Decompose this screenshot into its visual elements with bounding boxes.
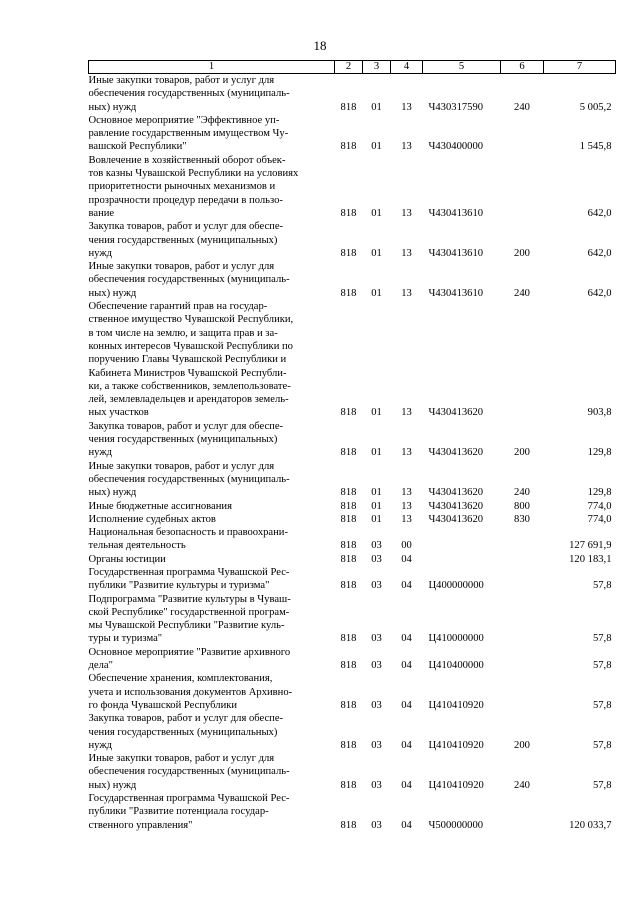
row-code-expense-type: 200 bbox=[514, 247, 530, 259]
row-code-expense-type bbox=[501, 114, 544, 154]
row-code-ministry: 818 bbox=[340, 580, 357, 592]
row-code-section: 01 bbox=[371, 500, 382, 512]
row-code-ministry: 818 bbox=[340, 207, 357, 219]
row-code-expense-type bbox=[501, 526, 544, 553]
row-code-expense-type: 240 bbox=[514, 287, 530, 299]
row-code-target: Ч430413610 bbox=[428, 207, 484, 219]
row-name: Исполнение судебных актов bbox=[88, 513, 216, 525]
row-name: Закупка товаров, работ и услуг для обеспе- чения государственных (муниципальных) нужд bbox=[88, 420, 284, 459]
row-code-subsection: 04 bbox=[401, 819, 412, 831]
row-code-expense-type bbox=[501, 672, 544, 712]
row-name: Иные закупки товаров, работ и услуг для обеспечения государственных (муниципаль- ных) нужд bbox=[88, 75, 290, 113]
row-name: Закупка товаров, работ и услуг для обеспе- чения государственных (муниципальных) нужд bbox=[88, 221, 284, 259]
row-code-expense-type: 830 bbox=[514, 513, 530, 525]
row-name: Основное мероприятие "Развитие архивного дела" bbox=[88, 646, 291, 672]
row-name: Иные закупки товаров, работ и услуг для обеспечения государственных (муниципаль- ных) нужд bbox=[88, 460, 290, 499]
row-code-expense-type: 800 bbox=[514, 500, 530, 512]
column-header: 6 bbox=[501, 61, 544, 74]
row-code-ministry: 818 bbox=[340, 553, 357, 565]
row-code-section: 01 bbox=[371, 487, 382, 499]
row-amount: 120 033,7 bbox=[569, 819, 612, 831]
column-header: 3 bbox=[363, 61, 391, 74]
table-row bbox=[89, 154, 616, 220]
row-amount: 120 183,1 bbox=[569, 553, 612, 565]
row-amount: 774,0 bbox=[587, 500, 612, 512]
row-name: Национальная безопасность и правоохрани- тельная деятельность bbox=[88, 527, 288, 552]
row-code-target bbox=[423, 526, 501, 553]
row-code-section: 01 bbox=[371, 287, 382, 299]
table-body bbox=[89, 74, 616, 832]
row-code-ministry: 818 bbox=[340, 247, 357, 259]
row-code-expense-type: 200 bbox=[514, 447, 530, 459]
row-name: Закупка товаров, работ и услуг для обеспе- чения государственных (муниципальных) нужд bbox=[88, 713, 284, 751]
row-code-section: 01 bbox=[371, 447, 382, 459]
table-row bbox=[89, 672, 616, 712]
row-code-section: 03 bbox=[371, 553, 382, 565]
row-code-subsection: 04 bbox=[401, 660, 412, 672]
column-header: 5 bbox=[423, 61, 501, 74]
row-amount: 642,0 bbox=[587, 247, 612, 259]
row-amount: 57,8 bbox=[592, 660, 612, 672]
row-code-target: Ч430413620 bbox=[428, 407, 484, 419]
row-amount: 774,0 bbox=[587, 513, 612, 525]
row-code-subsection: 04 bbox=[401, 739, 412, 751]
row-code-ministry: 818 bbox=[340, 739, 357, 751]
row-code-target bbox=[423, 553, 501, 566]
column-header: 1 bbox=[89, 61, 335, 74]
row-code-ministry: 818 bbox=[340, 779, 357, 791]
row-code-ministry: 818 bbox=[340, 699, 357, 711]
row-code-ministry: 818 bbox=[340, 101, 357, 113]
row-code-expense-type bbox=[501, 792, 544, 832]
row-name: Обеспечение гарантий прав на государ- ственное имущество Чувашской Республики, в том числе на землю, и защита прав и за- конных интересов Чувашской Республики по поручению Главы Чувашской Республики и Кабинета Министров Чувашской Республи- ки, а также собственников, землепользовате- лей, землевладельцев и арендаторов земель- ных участков bbox=[88, 301, 294, 419]
row-code-expense-type bbox=[501, 300, 544, 420]
row-code-target: Ч430400000 bbox=[428, 141, 484, 153]
row-code-subsection: 13 bbox=[401, 500, 412, 512]
table-row bbox=[89, 712, 616, 752]
table-row bbox=[89, 752, 616, 792]
row-code-section: 01 bbox=[371, 407, 382, 419]
row-name: Органы юстиции bbox=[88, 553, 166, 565]
row-name: Государственная программа Чувашской Рес- публики "Развитие культуры и туризма" bbox=[88, 566, 290, 592]
row-amount: 127 691,9 bbox=[569, 540, 612, 552]
page-number: 18 bbox=[313, 38, 327, 53]
row-code-target: Ц410410920 bbox=[428, 739, 484, 751]
table-row bbox=[89, 300, 616, 420]
row-code-ministry: 818 bbox=[340, 500, 357, 512]
row-code-expense-type bbox=[501, 593, 544, 646]
table-row bbox=[89, 553, 616, 566]
row-code-section: 03 bbox=[371, 660, 382, 672]
table-row bbox=[89, 74, 616, 114]
row-code-ministry: 818 bbox=[340, 660, 357, 672]
row-name: Подпрограмма "Развитие культуры в Чуваш- ской Республике" государственной програм- мы Чувашской Республики "Развитие куль- туры и туризма" bbox=[88, 593, 291, 645]
table-row bbox=[89, 260, 616, 300]
row-code-target: Ц410400000 bbox=[428, 660, 484, 672]
row-code-subsection: 13 bbox=[401, 513, 412, 525]
row-code-target: Ч430413620 bbox=[428, 500, 484, 512]
column-header: 2 bbox=[335, 61, 363, 74]
row-amount: 57,8 bbox=[592, 779, 612, 791]
row-code-section: 01 bbox=[371, 247, 382, 259]
row-code-target: Ч430413620 bbox=[428, 447, 484, 459]
row-code-subsection: 13 bbox=[401, 101, 412, 113]
table-row bbox=[89, 460, 616, 500]
row-code-section: 03 bbox=[371, 819, 382, 831]
row-amount: 5 005,2 bbox=[579, 101, 612, 113]
row-amount: 57,8 bbox=[592, 739, 612, 751]
row-code-subsection: 13 bbox=[401, 447, 412, 459]
table-header bbox=[89, 61, 616, 74]
row-code-target: Ч430413620 bbox=[428, 513, 484, 525]
table-row bbox=[89, 500, 616, 513]
row-code-target: Ц410000000 bbox=[428, 633, 484, 645]
row-code-section: 01 bbox=[371, 141, 382, 153]
row-name: Иные закупки товаров, работ и услуг для обеспечения государственных (муниципаль- ных) нужд bbox=[88, 753, 290, 791]
row-name: Основное мероприятие "Эффективное уп- равление государственным имуществом Чу- вашской Республики" bbox=[88, 114, 289, 153]
row-code-ministry: 818 bbox=[340, 287, 357, 299]
row-code-expense-type bbox=[501, 646, 544, 673]
row-name: Иные бюджетные ассигнования bbox=[88, 500, 232, 512]
row-code-expense-type: 240 bbox=[514, 101, 530, 113]
table-row bbox=[89, 792, 616, 832]
table-row bbox=[89, 566, 616, 593]
row-code-subsection: 04 bbox=[401, 699, 412, 711]
row-code-section: 03 bbox=[371, 633, 382, 645]
row-code-section: 01 bbox=[371, 513, 382, 525]
row-code-ministry: 818 bbox=[340, 407, 357, 419]
row-amount: 1 545,8 bbox=[579, 141, 612, 153]
budget-table bbox=[88, 60, 616, 832]
column-header: 4 bbox=[391, 61, 423, 74]
table-row bbox=[89, 593, 616, 646]
row-code-target: Ц410410920 bbox=[428, 699, 484, 711]
table-row bbox=[89, 420, 616, 460]
row-code-target: Ч430413620 bbox=[428, 487, 484, 499]
row-code-section: 03 bbox=[371, 739, 382, 751]
table-row bbox=[89, 220, 616, 260]
row-amount: 129,8 bbox=[587, 487, 612, 499]
row-amount: 57,8 bbox=[592, 699, 612, 711]
row-amount: 57,8 bbox=[592, 580, 612, 592]
row-code-expense-type bbox=[501, 566, 544, 593]
table-row bbox=[89, 646, 616, 673]
row-code-section: 03 bbox=[371, 779, 382, 791]
row-code-ministry: 818 bbox=[340, 513, 357, 525]
row-amount: 129,8 bbox=[587, 447, 612, 459]
row-code-ministry: 818 bbox=[340, 141, 357, 153]
row-amount: 903,8 bbox=[587, 407, 612, 419]
row-code-subsection: 04 bbox=[401, 553, 412, 565]
row-code-subsection: 13 bbox=[401, 407, 412, 419]
row-code-ministry: 818 bbox=[340, 447, 357, 459]
row-code-target: Ч500000000 bbox=[428, 819, 484, 831]
row-code-expense-type: 240 bbox=[514, 779, 530, 791]
row-code-subsection: 13 bbox=[401, 141, 412, 153]
row-code-expense-type: 200 bbox=[514, 739, 530, 751]
row-code-ministry: 818 bbox=[340, 540, 357, 552]
row-code-target: Ч430317590 bbox=[428, 101, 484, 113]
table-row bbox=[89, 526, 616, 553]
row-code-subsection: 00 bbox=[401, 540, 412, 552]
row-code-subsection: 04 bbox=[401, 779, 412, 791]
row-code-section: 01 bbox=[371, 101, 382, 113]
row-code-subsection: 13 bbox=[401, 287, 412, 299]
row-code-target: Ц400000000 bbox=[428, 580, 484, 592]
row-name: Вовлечение в хозяйственный оборот объек- тов казны Чувашской Республики на условиях приоритетности рыночных механизмов и прозрачности процедур передачи в пользо- вание bbox=[88, 154, 299, 219]
row-code-expense-type: 240 bbox=[514, 487, 530, 499]
row-name: Иные закупки товаров, работ и услуг для обеспечения государственных (муниципаль- ных) нужд bbox=[88, 261, 290, 299]
row-code-section: 03 bbox=[371, 699, 382, 711]
row-code-subsection: 13 bbox=[401, 207, 412, 219]
row-code-target: Ч430413610 bbox=[428, 287, 484, 299]
row-code-section: 01 bbox=[371, 207, 382, 219]
row-amount: 57,8 bbox=[592, 633, 612, 645]
row-amount: 642,0 bbox=[587, 207, 612, 219]
row-code-target: Ц410410920 bbox=[428, 779, 484, 791]
column-header: 7 bbox=[544, 61, 616, 74]
row-name: Обеспечение хранения, комплектования, учета и использования документов Архивно- го фонда Чувашской Республики bbox=[88, 673, 293, 711]
row-code-subsection: 13 bbox=[401, 247, 412, 259]
row-code-ministry: 818 bbox=[340, 633, 357, 645]
row-code-ministry: 818 bbox=[340, 819, 357, 831]
row-code-expense-type bbox=[501, 154, 544, 220]
row-code-ministry: 818 bbox=[340, 487, 357, 499]
row-code-subsection: 04 bbox=[401, 633, 412, 645]
row-amount: 642,0 bbox=[587, 287, 612, 299]
table-row bbox=[89, 114, 616, 154]
row-code-section: 03 bbox=[371, 580, 382, 592]
row-code-target: Ч430413610 bbox=[428, 247, 484, 259]
row-name: Государственная программа Чувашской Рес- публики "Развитие потенциала государ- ственного управления" bbox=[88, 793, 290, 831]
row-code-expense-type bbox=[501, 553, 544, 566]
table-row bbox=[89, 513, 616, 526]
row-code-subsection: 04 bbox=[401, 580, 412, 592]
row-code-section: 03 bbox=[371, 540, 382, 552]
row-code-subsection: 13 bbox=[401, 487, 412, 499]
header-row bbox=[89, 61, 616, 74]
